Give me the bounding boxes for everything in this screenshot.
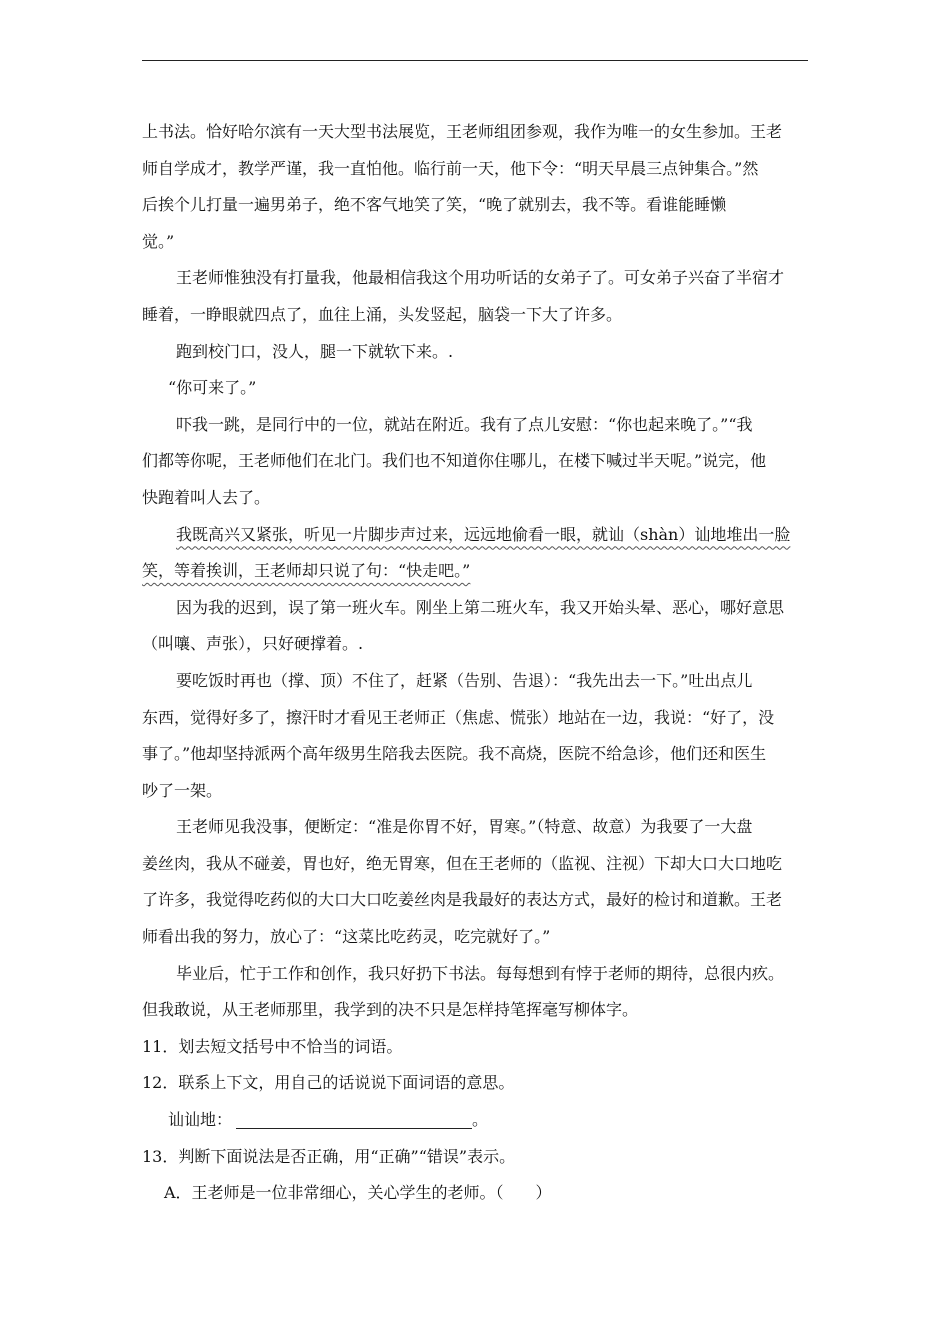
text-line: 要吃饭时再也（撑、顶）不住了，赶紧（告别、告退）：“我先出去一下。”吐出点儿 [176, 670, 753, 690]
paragraph-8 [142, 663, 822, 809]
question-12: 12．联系上下文，用自己的话说说下面词语的意思。 [142, 1073, 515, 1093]
text-line: 王老师惟独没有打量我，他最相信我这个用功听话的女弟子了。可女弟子兴奋了半宿才 [176, 268, 785, 288]
paragraph-2 [142, 260, 822, 333]
question-11: 11．划去短文括号中不恰当的词语。 [142, 1036, 403, 1056]
question-13-option-a: A．王老师是一位非常细心，关心学生的老师。（ ） [164, 1183, 552, 1203]
paragraph-9 [142, 809, 822, 955]
paragraph-4 [142, 370, 822, 407]
text-line [142, 553, 822, 590]
term-label: 讪讪地： [168, 1110, 233, 1130]
text-line [142, 517, 822, 554]
blank-end: 。 [472, 1110, 489, 1130]
paragraph-10 [142, 956, 822, 1029]
text-line: 因为我的迟到，误了第一班火车。刚坐上第二班火车，我又开始头晕、恶心，哪好意思 [176, 597, 785, 617]
text-line: 上书法。恰好哈尔滨有一天大型书法展览，王老师组团参观，我作为唯一的女生参加。王老 [142, 122, 783, 141]
text-line: 事了。”他却坚持派两个高年级男生陪我去医院。我不高烧，医院不给急诊，他们还和医生 [142, 744, 767, 764]
text-line: 跑到校门口，没人，腿一下就软下来。. [176, 341, 454, 361]
text-line: “你可来了。” [168, 378, 257, 398]
text-line: 师自学成才，教学严谨，我一直怕他。临行前一天，他下令：“明天早晨三点钟集合。”然 [142, 158, 759, 178]
answer-blank[interactable] [236, 1106, 472, 1129]
question-13: 13．判断下面说法是否正确，用“正确”“错误”表示。 [142, 1146, 516, 1166]
header-rule [142, 60, 808, 61]
paragraph-5 [142, 407, 822, 517]
text-line: 觉。” [142, 231, 175, 251]
text-line: 快跑着叫人去了。 [142, 487, 271, 507]
document-body [142, 114, 822, 1212]
text-line: 了许多，我觉得吃药似的大口大口吃姜丝肉是我最好的表达方式，最好的检讨和道歉。王老 [142, 890, 783, 910]
paragraph-1 [142, 114, 822, 260]
paragraph-7 [142, 590, 822, 663]
text-line: 吓我一跳，是同行中的一位，就站在附近。我有了点儿安慰：“你也起来晚了。”“我 [176, 414, 753, 434]
text-line: 东西，觉得好多了，擦汗时才看见王老师正（焦虑、慌张）地站在一边，我说：“好了，没 [142, 707, 775, 727]
text-line: 姜丝肉，我从不碰姜，胃也好，绝无胃寒，但在王老师的（监视、注视）下却大口大口地吃 [142, 853, 783, 873]
text-line: 师看出我的努力，放心了：“这菜比吃药灵，吃完就好了。” [142, 927, 551, 947]
text-line: 王老师见我没事，便断定：“准是你胃不好，胃寒。”（特意、故意）为我要了一大盘 [176, 817, 753, 837]
text-line: 们都等你呢，王老师他们在北门。我们也不知道你住哪儿，在楼下喊过半天呢。”说完，他 [142, 451, 767, 471]
paragraph-6-underlined [142, 517, 822, 590]
wavy-underlined-text: 我既高兴又紧张，听见一片脚步声过来，远远地偷看一眼，就讪（shàn）讪地堆出一脸 [176, 524, 791, 544]
text-line: 后挨个儿打量一遍男弟子，绝不客气地笑了笑，“晚了就别去，我不等。看谁能睡懒 [142, 195, 727, 215]
wavy-underlined-text: 笑，等着挨训，王老师却只说了句：“快走吧。” [142, 561, 471, 581]
text-line: 毕业后，忙于工作和创作，我只好扔下书法。每每想到有悖于老师的期待，总很内疚。 [176, 963, 785, 983]
text-line: （叫嚷、声张），只好硬撑着。. [142, 634, 364, 654]
text-line: 吵了一架。 [142, 780, 223, 800]
text-line: 睡着，一睁眼就四点了，血往上涌，头发竖起，脑袋一下大了许多。 [142, 304, 623, 324]
paragraph-3 [142, 334, 822, 371]
question-12-answer-line [142, 1102, 822, 1139]
text-line: 但我敢说，从王老师那里，我学到的决不只是怎样持笔挥毫写柳体字。 [142, 1000, 639, 1020]
